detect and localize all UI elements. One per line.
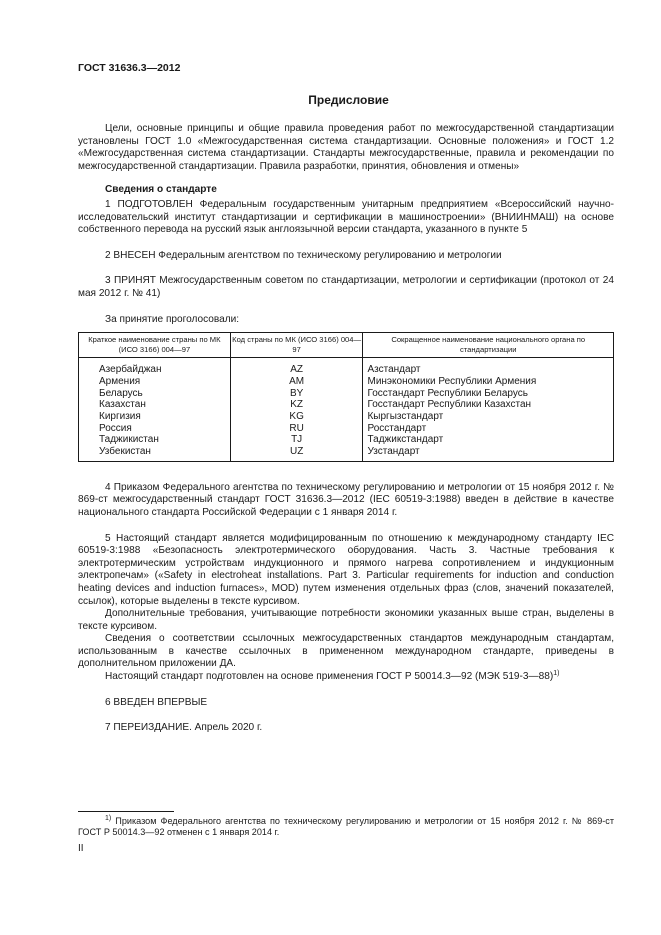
- footnote: [78, 816, 614, 839]
- body-cell: Госстандарт Республики Беларусь: [363, 388, 614, 400]
- code-cell: AZ: [230, 358, 363, 376]
- country-cell: Россия: [79, 423, 231, 435]
- code-cell: UZ: [230, 446, 363, 461]
- item-7-paragraph: 7 ПЕРЕИЗДАНИЕ. Апрель 2020 г.: [105, 722, 263, 734]
- body-cell: Госстандарт Республики Казахстан: [363, 399, 614, 411]
- table-header-body: Сокращенное наименование национального органа по стандартизации: [363, 333, 614, 358]
- body-cell: Минэкономики Республики Армения: [363, 376, 614, 388]
- country-cell: Таджикистан: [79, 434, 231, 446]
- table-header-country: Краткое наименование страны по МК (ИСО 3166) 004—97: [79, 333, 231, 358]
- country-cell: Беларусь: [79, 388, 231, 400]
- body-cell: Росстандарт: [363, 423, 614, 435]
- page-number: II: [78, 843, 84, 854]
- document-code-header: ГОСТ 31636.3—2012: [78, 62, 181, 74]
- country-cell: Армения: [79, 376, 231, 388]
- code-cell: KZ: [230, 399, 363, 411]
- item-6-paragraph: 6 ВВЕДЕН ВПЕРВЫЕ: [105, 696, 208, 708]
- voting-table: [78, 332, 614, 462]
- country-cell: Азербайджан: [79, 358, 231, 376]
- table-row: [79, 399, 614, 411]
- country-cell: Казахстан: [79, 399, 231, 411]
- item-5-paragraph: 5 Настоящий стандарт является модифицированным по отношению к международному стандарту IEC 60519-3:1988 «Безопасность электротермического оборудования. Часть 3. Частные требования к электротермическим устройствам индукционного и прямого нагрева сопротивлением и индукционным электропечам» («Safety in electroheat installations. Part 3. Particular requirements for induction and conduction heating devices and induction furnaces», MOD) путем изменения отдельных фраз (слов, значений показателей, ссылок), которые выделены в тексте курсивом.: [78, 532, 614, 607]
- table-row: [79, 446, 614, 461]
- table-row: [79, 388, 614, 400]
- item-3-paragraph: 3 ПРИНЯТ Межгосударственным советом по стандартизации, метрологии и сертификации (протокол от 24 мая 2012 г. № 41): [78, 275, 614, 299]
- footnote-reference[interactable]: 1): [553, 670, 560, 678]
- item-5-basis-paragraph: [78, 671, 614, 684]
- info-heading: Сведения о стандарте: [105, 184, 217, 196]
- table-row: [79, 434, 614, 446]
- item-4-paragraph: 4 Приказом Федерального агентства по техническому регулированию и метрологии от 15 ноября 2012 г. № 869-ст межгосударственный стандарт ГОСТ 31636.3—2012 (IEC 60519-3:1988) введен в действие в качестве национального стандарта Российской Федерации с 1 января 2014 г.: [78, 481, 614, 518]
- table-row: [79, 423, 614, 435]
- country-cell: Узбекистан: [79, 446, 231, 461]
- item-1-paragraph: 1 ПОДГОТОВЛЕН Федеральным государственным унитарным предприятием «Всероссийский научно-исследовательский институт стандартизации и сертификации в машиностроении» (ВНИИНМАШ) на основе собственного перевода на русский язык англоязычной версии стандарта, указанного в пункте 5: [78, 198, 614, 236]
- document-body: [78, 123, 614, 735]
- footnote-mark: 1): [105, 815, 112, 822]
- country-cell: Киргизия: [79, 411, 231, 423]
- voted-label: За принятие проголосовали:: [105, 313, 240, 325]
- table-row: [79, 358, 614, 376]
- code-cell: TJ: [230, 434, 363, 446]
- table-row: [79, 376, 614, 388]
- body-cell: Узстандарт: [363, 446, 614, 461]
- code-cell: RU: [230, 423, 363, 435]
- page-title: Предисловие: [308, 93, 389, 107]
- intro-paragraph: Цели, основные принципы и общие правила проведения работ по межгосударственной стандартизации установлены ГОСТ 1.0 «Межгосударственная система стандартизации. Основные положения» и ГОСТ 1.2 «Межгосударственная система стандартизации. Стандарты межгосударственные, правила и рекомендации по межгосударственной стандартизации. Правила разработки, принятия, обновления и отмены»: [78, 123, 614, 172]
- item-5-references-paragraph: Сведения о соответствии ссылочных межгосударственных стандартов международным стандартам, использованным в качестве ссылочных в примененном международном стандарте, приведены в дополнительном приложении ДА.: [78, 633, 614, 670]
- code-cell: BY: [230, 388, 363, 400]
- table-row: [79, 411, 614, 423]
- footnote-text: Приказом Федерального агентства по техническому регулированию и метрологии от 15 ноября 2012 г. № 869-ст ГОСТ Р 50014.3—92 отменен с 1 января 2014 г.: [78, 816, 614, 838]
- body-cell: Азстандарт: [363, 358, 614, 376]
- code-cell: KG: [230, 411, 363, 423]
- body-cell: Кыргызстандарт: [363, 411, 614, 423]
- table-header-code: Код страны по МК (ИСО 3166) 004—97: [230, 333, 363, 358]
- item-5-extra-paragraph: Дополнительные требования, учитывающие потребности экономики указанных выше стран, выделены в тексте курсивом.: [78, 608, 614, 632]
- code-cell: AM: [230, 376, 363, 388]
- body-cell: Таджикстандарт: [363, 434, 614, 446]
- item-2-paragraph: 2 ВНЕСЕН Федеральным агентством по техническому регулированию и метрологии: [105, 249, 502, 261]
- footnote-divider: [78, 811, 174, 812]
- item-5-basis-text: Настоящий стандарт подготовлен на основе применения ГОСТ Р 50014.3—92 (МЭК 519-3—88): [105, 671, 554, 683]
